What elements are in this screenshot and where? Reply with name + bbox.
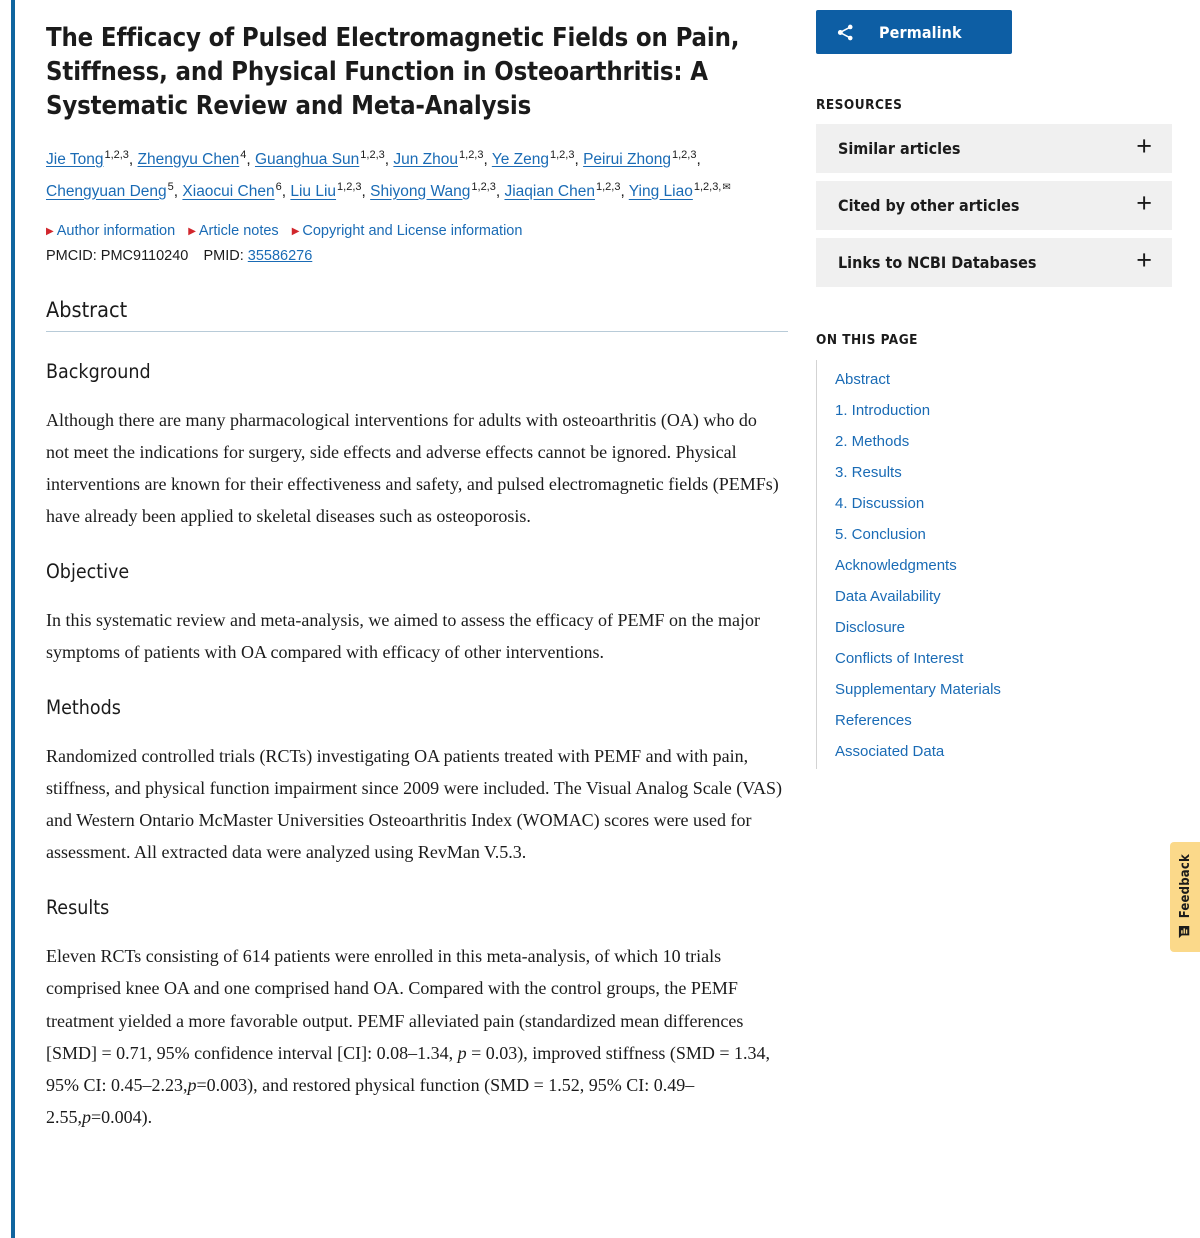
chart-icon (1178, 925, 1193, 940)
resource-label: Links to NCBI Databases (838, 253, 1037, 272)
author-link[interactable]: Shiyong Wang (370, 183, 471, 201)
author-affiliation: 1,2,3 (595, 181, 621, 194)
abstract-heading: Abstract (46, 298, 788, 332)
p-value-symbol: p (82, 1106, 91, 1127)
resource-item-links-to-ncbi-databases[interactable] (816, 238, 1172, 287)
permalink-button[interactable] (816, 10, 1012, 54)
meta-link[interactable]: ▶ Copyright and License information (291, 223, 523, 240)
meta-link[interactable]: ▶ Article notes (188, 223, 279, 240)
caret-right-icon: ▶ (291, 226, 300, 238)
toc-link[interactable]: References (835, 712, 912, 729)
share-icon (836, 23, 855, 42)
author-affiliation: 1,2,3 (550, 148, 575, 161)
pmid-link[interactable]: 35586276 (247, 248, 313, 265)
author-affiliation: 1,2,3 (671, 148, 697, 161)
page-title: The Efficacy of Pulsed Electromagnetic Fields on Pain, Stiffness, and Physical Function in Osteoarthritis: A Systematic Review and Meta-Analysis (46, 23, 740, 121)
abstract-section-heading-results: Results (46, 896, 110, 920)
author-affiliation: 1,2,3 (104, 148, 129, 161)
resource-item-similar-articles[interactable] (816, 124, 1172, 173)
toc-link[interactable]: 2. Methods (835, 433, 910, 450)
identifier-row (46, 248, 792, 264)
author-affiliation: 1,2,3 (459, 148, 484, 161)
p-value-symbol: p (187, 1074, 197, 1095)
author-link[interactable]: Zhengyu Chen (137, 150, 240, 168)
toc-link[interactable]: 3. Results (835, 464, 902, 481)
abstract-paragraph-objective: In this systematic review and meta-analysis, we aimed to assess the efficacy of PEMF on the major symptoms of patients with OA compared with efficacy of other interventions. (46, 610, 760, 663)
plus-icon: + (1136, 245, 1152, 275)
author-list: Jie Tong1,2,3, Zhengyu Chen4, Guanghua Sun1,2,3, Jun Zhou1,2,3, Ye Zeng1,2,3, Peirui Zhong1,2,3, Chengyuan Deng5, Xiaocui Chen6, Liu Liu1,2,3, Shiyong Wang1,2,3, Jiaqian Chen1,2,3, Ying Liao1,2,3,✉ (46, 144, 766, 209)
meta-link[interactable]: ▶ Author information (46, 223, 176, 240)
resource-label: Cited by other articles (838, 196, 1020, 215)
resource-label: Similar articles (838, 139, 961, 158)
toc-link[interactable]: Disclosure (835, 619, 906, 636)
author-link[interactable]: Chengyuan Deng (46, 183, 167, 201)
caret-right-icon: ▶ (188, 226, 196, 238)
author-affiliation: 1,2,3 (360, 148, 385, 161)
author-affiliation: 6 (275, 181, 282, 194)
toc-link[interactable]: Abstract (835, 371, 891, 388)
author-link[interactable]: Jun Zhou (393, 150, 459, 168)
plus-icon: + (1136, 188, 1152, 218)
toc-link[interactable]: Conflicts of Interest (835, 650, 964, 667)
toc-link[interactable]: Acknowledgments (835, 557, 957, 574)
toc-link[interactable]: 4. Discussion (835, 495, 925, 512)
resources-heading: RESOURCES (816, 97, 903, 113)
pmcid-label: PMCID: (46, 248, 97, 265)
author-link[interactable]: Ying Liao (628, 183, 693, 201)
toc-link[interactable]: 5. Conclusion (835, 526, 926, 543)
feedback-tab[interactable] (1170, 842, 1200, 952)
on-this-page-heading: ON THIS PAGE (816, 332, 918, 348)
author-affiliation: 5 (167, 181, 174, 194)
resource-item-cited-by-other-articles[interactable] (816, 181, 1172, 230)
author-link[interactable]: Guanghua Sun (254, 150, 360, 168)
author-affiliation: 4 (240, 148, 247, 161)
abstract-section-heading-background: Background (46, 360, 151, 384)
p-value-symbol: p (457, 1042, 467, 1063)
pmcid-value: PMC9110240 (100, 248, 189, 265)
author-link[interactable]: Liu Liu (290, 183, 337, 201)
author-affiliation: 1,2,3, (693, 181, 722, 194)
table-of-contents (816, 360, 1172, 769)
feedback-label: Feedback (1177, 853, 1193, 919)
abstract-paragraph-methods: Randomized controlled trials (RCTs) investigating OA patients treated with PEMF and with pain, stiffness, and physical function impairment since 2009 were included. The Visual Analog Scale (VAS) and Western Ontario McMaster Universities Osteoarthritis Index (WOMAC) scores were used for assessment. All extracted data were analyzed using RevMan V.5.3. (46, 746, 782, 863)
corresponding-author-icon: ✉ (722, 182, 731, 194)
caret-right-icon: ▶ (46, 226, 54, 238)
meta-links-row (46, 223, 792, 239)
toc-link[interactable]: Data Availability (835, 588, 941, 605)
author-link[interactable]: Xiaocui Chen (182, 183, 275, 201)
abstract-paragraph-results: Eleven RCTs consisting of 614 patients were enrolled in this meta-analysis, of which 10 trials comprised knee OA and one comprised hand OA. Compared with the control groups, the PEMF treatment yielded a more favorable output. PEMF alleviated pain (standardized mean differences [SMD] = 0.71, 95% confidence interval [CI]: 0.08–1.34, p = 0.03), improved stiffness (SMD = 1.34, 95% CI: 0.45–2.23,p=0.003), and restored physical function (SMD = 1.52, 95% CI: 0.49–2.55,p=0.004). (46, 946, 771, 1127)
toc-link[interactable]: 1. Introduction (835, 402, 931, 419)
abstract-section-heading-methods: Methods (46, 696, 121, 720)
abstract-section-heading-objective: Objective (46, 560, 130, 584)
sidebar-column (810, 0, 1200, 1238)
author-affiliation: 1,2,3 (471, 181, 496, 194)
author-link[interactable]: Peirui Zhong (583, 150, 671, 168)
plus-icon: + (1136, 131, 1152, 161)
author-link[interactable]: Jie Tong (46, 150, 104, 168)
pmid-label: PMID: (203, 248, 244, 265)
toc-link[interactable]: Supplementary Materials (835, 681, 1001, 698)
toc-link[interactable]: Associated Data (835, 743, 945, 760)
abstract-paragraph-background: Although there are many pharmacological interventions for adults with osteoarthritis (OA) who do not meet the indications for surgery, side effects and adverse effects cannot be ignored. Physical interventions are known for their effectiveness and safety, and pulsed electromagnetic fields (PEMFs) have already been applied to skeletal diseases such as osteoporosis. (46, 410, 779, 527)
author-link[interactable]: Ye Zeng (491, 150, 549, 168)
author-affiliation: 1,2,3 (337, 181, 362, 194)
permalink-label: Permalink (879, 22, 962, 42)
author-link[interactable]: Jiaqian Chen (504, 183, 595, 201)
